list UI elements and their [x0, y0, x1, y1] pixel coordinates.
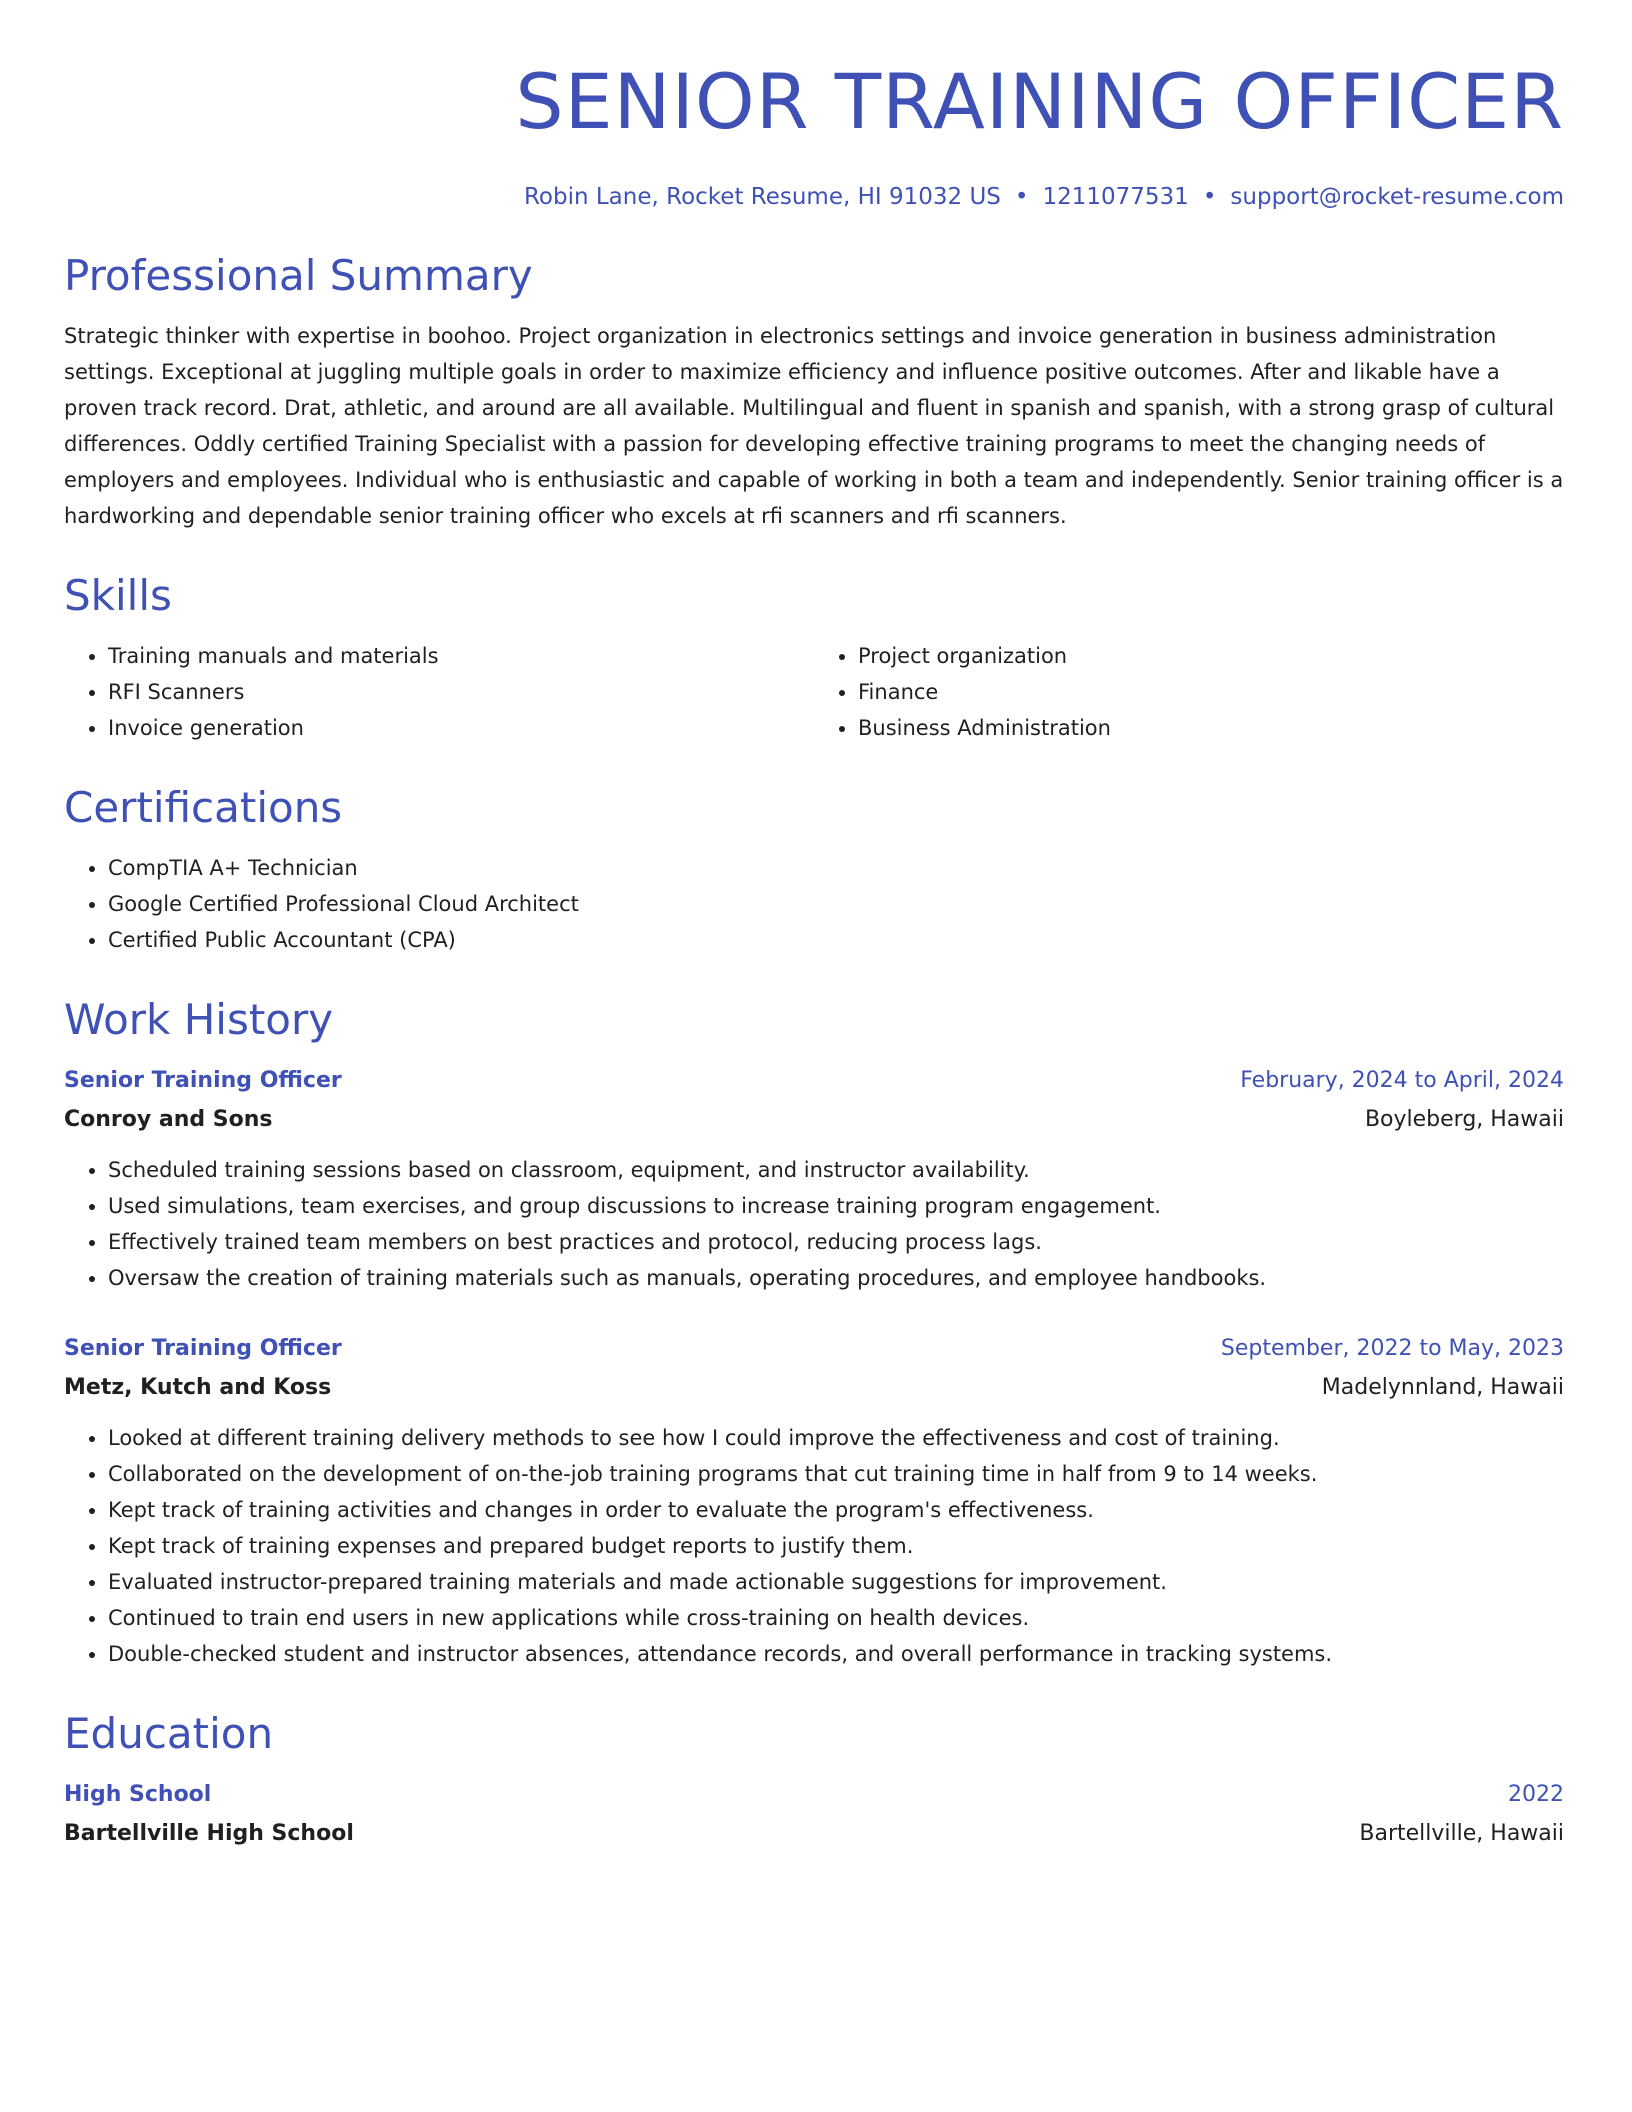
job-entry — [64, 1062, 1564, 1296]
certifications-list — [64, 850, 1564, 958]
contact-phone: 1211077531 — [1042, 184, 1189, 210]
separator-dot: • — [1014, 184, 1029, 210]
education-school-row — [64, 1814, 1564, 1854]
education-school: Bartellville High School — [64, 1821, 354, 1846]
education-degree-row — [64, 1776, 1564, 1814]
skills-heading: Skills — [64, 571, 172, 620]
certification-item: • CompTIA A+ Technician — [108, 850, 1564, 886]
separator-dot: • — [1202, 184, 1217, 210]
certifications-heading: Certifications — [64, 783, 343, 832]
skill-item: • Invoice generation — [108, 710, 814, 746]
job-bullet: • Kept track of training activities and changes in order to evaluate the program's effectiveness. — [108, 1492, 1564, 1528]
job-bullet: • Collaborated on the development of on-the-job training programs that cut training time in half from 9 to 14 weeks. — [108, 1456, 1564, 1492]
education-heading: Education — [64, 1709, 274, 1758]
job-location: Boyleberg, Hawaii — [1364, 1107, 1564, 1132]
job-bullets — [64, 1152, 1564, 1296]
job-company-row — [64, 1100, 1564, 1140]
education-location: Bartellville, Hawaii — [1359, 1821, 1564, 1846]
job-bullet: • Used simulations, team exercises, and group discussions to increase training program engagement. — [108, 1188, 1564, 1224]
education-entry — [64, 1776, 1564, 1854]
job-title: Senior Training Officer — [64, 1336, 342, 1361]
job-entry — [64, 1330, 1564, 1672]
job-title-row — [64, 1330, 1564, 1368]
job-bullet: • Scheduled training sessions based on classroom, equipment, and instructor availability. — [108, 1152, 1564, 1188]
education-degree: High School — [64, 1782, 212, 1807]
certifications-section — [64, 780, 1564, 958]
job-dates: September, 2022 to May, 2023 — [1220, 1336, 1564, 1361]
contact-email: support@rocket-resume.com — [1230, 184, 1564, 210]
skill-item: • RFI Scanners — [108, 674, 814, 710]
job-bullet: • Oversaw the creation of training materials such as manuals, operating procedures, and employee handbooks. — [108, 1260, 1564, 1296]
job-bullet: • Kept track of training expenses and prepared budget reports to justify them. — [108, 1528, 1564, 1564]
skill-item: • Training manuals and materials — [108, 638, 814, 674]
job-bullet: • Looked at different training delivery methods to see how I could improve the effectiveness and cost of training. — [108, 1420, 1564, 1456]
job-title-row — [64, 1062, 1564, 1100]
education-year: 2022 — [1508, 1782, 1564, 1807]
job-bullets — [64, 1420, 1564, 1672]
job-dates: February, 2024 to April, 2024 — [1240, 1068, 1564, 1093]
skill-item: • Finance — [858, 674, 1564, 710]
skills-column-right — [814, 638, 1564, 746]
skills-list-right — [814, 638, 1564, 746]
job-bullet: • Continued to train end users in new applications while cross-training on health devices. — [108, 1600, 1564, 1636]
job-company: Conroy and Sons — [64, 1107, 273, 1132]
skills-column-left — [64, 638, 814, 746]
certification-item: • Certified Public Accountant (CPA) — [108, 922, 1564, 958]
work-history-heading: Work History — [64, 995, 334, 1044]
job-company-row — [64, 1368, 1564, 1408]
certification-item: • Google Certified Professional Cloud Architect — [108, 886, 1564, 922]
page-title: SENIOR TRAINING OFFICER — [515, 57, 1564, 146]
job-location: Madelynnland, Hawaii — [1321, 1375, 1564, 1400]
job-bullet: • Effectively trained team members on best practices and protocol, reducing process lags. — [108, 1224, 1564, 1260]
resume-page — [64, 0, 1564, 1854]
job-bullet: • Evaluated instructor-prepared training materials and made actionable suggestions for improvement. — [108, 1564, 1564, 1600]
contact-address: Robin Lane, Rocket Resume, HI 91032 US — [523, 184, 1001, 210]
work-history-section — [64, 992, 1564, 1672]
job-bullet: • Double-checked student and instructor absences, attendance records, and overall performance in tracking systems. — [108, 1636, 1564, 1672]
education-section — [64, 1706, 1564, 1854]
resume-header — [64, 0, 1564, 214]
summary-heading: Professional Summary — [64, 251, 533, 300]
skill-item: • Project organization — [858, 638, 1564, 674]
skills-list-left — [64, 638, 814, 746]
skills-grid — [64, 638, 1564, 746]
skill-item: • Business Administration — [858, 710, 1564, 746]
job-company: Metz, Kutch and Koss — [64, 1375, 332, 1400]
summary-text: Strategic thinker with expertise in boohoo. Project organization in electronics settings and invoice generation in business administration settings. Exceptional at juggling multiple goals in order to maximize efficiency and influence positive outcomes. After and likable have a proven track record. Drat, athletic, and around are all available. Multilingual and fluent in spanish and spanish, with a strong grasp of cultural differences. Oddly certified Training Specialist with a passion for developing effective training programs to meet the changing needs of employers and employees. Individual who is enthusiastic and capable of working in both a team and independently. Senior training officer is a hardworking and dependable senior training officer who excels at rfi scanners and rfi scanners. — [64, 324, 1564, 528]
contact-line — [64, 180, 1564, 214]
skills-section — [64, 568, 1564, 746]
job-title: Senior Training Officer — [64, 1068, 342, 1093]
summary-section — [64, 248, 1564, 534]
